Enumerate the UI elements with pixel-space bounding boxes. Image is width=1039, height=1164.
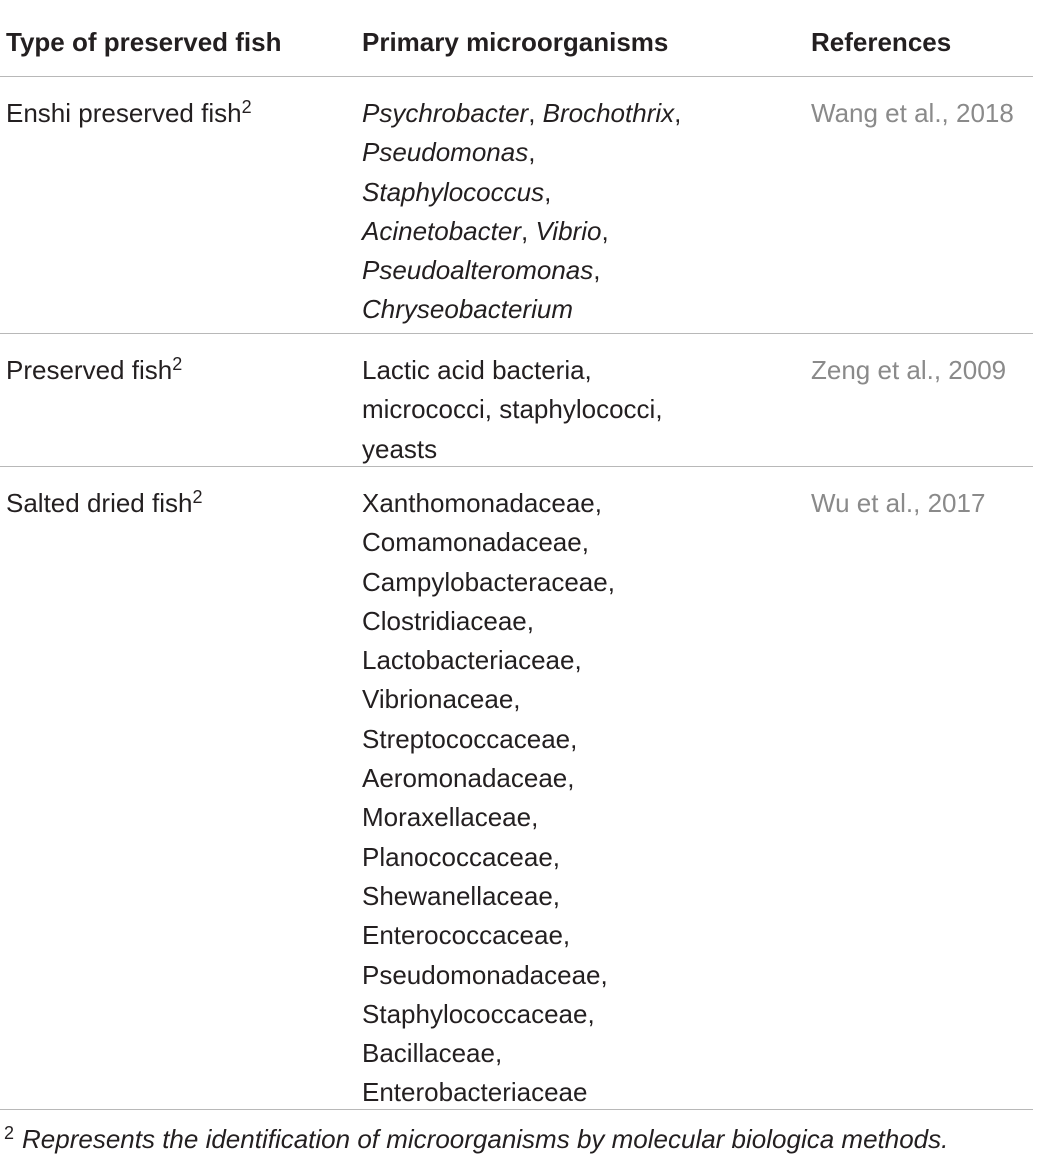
header-references: References	[811, 27, 952, 57]
reference-link[interactable]: Zeng et al., 2009	[811, 355, 1007, 385]
microorganism-line	[362, 680, 615, 719]
taxon-text: Vibrionaceae,	[362, 684, 521, 715]
taxon-name: Pseudoalteromonas	[362, 255, 594, 286]
microorganism-line	[362, 523, 615, 562]
taxon-name: Staphylococcus	[362, 176, 545, 207]
microorganisms-cell	[362, 94, 681, 330]
table-row	[0, 334, 1033, 467]
microorganism-line	[362, 212, 681, 251]
microorganism-line	[362, 720, 615, 759]
microorganisms-cell	[362, 351, 663, 469]
microorganism-line	[362, 602, 615, 641]
microorganism-line	[362, 838, 615, 877]
taxon-text: Moraxellaceae,	[362, 802, 539, 833]
taxon-text: Staphylococcaceae,	[362, 998, 595, 1029]
taxon-name: Psychrobacter	[362, 98, 529, 128]
taxon-text: ,	[520, 215, 536, 246]
taxon-text: Aeromonadaceae,	[362, 763, 575, 794]
microorganism-line	[362, 290, 681, 329]
taxon-text: Enterococcaceae,	[362, 920, 571, 951]
taxon-text: Bacillaceae,	[362, 1038, 503, 1069]
microorganism-line	[362, 759, 615, 798]
taxon-text: Clostridiaceae,	[362, 605, 534, 636]
taxon-text: ,	[528, 98, 543, 128]
reference-link[interactable]: Wu et al., 2017	[811, 488, 986, 518]
taxon-text: yeasts	[362, 433, 438, 464]
microorganism-line	[362, 1034, 615, 1073]
microorganism-line	[362, 956, 615, 995]
microorganism-line	[362, 995, 615, 1034]
taxon-text: Campylobacteraceae,	[362, 566, 615, 597]
taxon-text: Xanthomonadaceae,	[362, 488, 602, 518]
taxon-text: ,	[528, 137, 536, 168]
taxon-text: Comamonadaceae,	[362, 527, 589, 558]
taxon-text: Planococcaceae,	[362, 841, 561, 872]
table-row	[0, 77, 1033, 334]
microorganism-line	[362, 641, 615, 680]
table-footnote	[4, 1122, 948, 1156]
taxon-name: Brochothrix	[542, 98, 675, 128]
taxon-text: Pseudomonadaceae,	[362, 959, 608, 990]
microorganism-line	[362, 351, 663, 390]
microorganism-line	[362, 1073, 615, 1112]
taxon-name: Acinetobacter	[362, 215, 521, 246]
reference-link[interactable]: Wang et al., 2018	[811, 98, 1014, 128]
microorganisms-cell	[362, 484, 615, 1113]
microorganism-line	[362, 430, 663, 469]
taxon-text: Lactobacteriaceae,	[362, 645, 582, 676]
header-type: Type of preserved fish	[6, 27, 282, 57]
taxon-text: ,	[674, 98, 682, 128]
microorganism-line	[362, 173, 681, 212]
table-header	[0, 0, 1033, 77]
taxon-name: Chryseobacterium	[362, 294, 573, 325]
footnote-marker: 2	[4, 1123, 15, 1143]
fish-type-cell: Preserved fish$^2$	[6, 354, 183, 385]
taxon-name: Vibrio	[535, 215, 602, 246]
microorganism-line	[362, 563, 615, 602]
taxon-text: Shewanellaceae,	[362, 880, 561, 911]
taxon-name: Pseudomonas	[362, 137, 529, 168]
taxon-text: ,	[593, 255, 601, 286]
fish-type-cell: Enshi preserved fish$^2$	[6, 97, 252, 128]
microorganism-line	[362, 798, 615, 837]
header-microorganisms: Primary microorganisms	[362, 27, 669, 57]
microorganism-line	[362, 133, 681, 172]
taxon-text: ,	[544, 176, 552, 207]
microorganism-line	[362, 484, 615, 523]
microorganism-line	[362, 390, 663, 429]
table-row	[0, 467, 1033, 1110]
microorganism-line	[362, 251, 681, 290]
microorganism-line	[362, 94, 681, 133]
taxon-text: Lactic acid bacteria,	[362, 355, 592, 385]
fish-type-cell: Salted dried fish$^2$	[6, 487, 203, 518]
taxon-text: Enterobacteriaceae	[362, 1077, 588, 1108]
microorganism-line	[362, 877, 615, 916]
taxon-text: Streptococcaceae,	[362, 723, 578, 754]
taxon-text: ,	[601, 215, 609, 246]
footnote-text: Represents the identification of microorganisms by molecular biologica methods.	[22, 1124, 949, 1154]
microorganism-line	[362, 916, 615, 955]
taxon-text: micrococci, staphylococci,	[362, 394, 663, 425]
